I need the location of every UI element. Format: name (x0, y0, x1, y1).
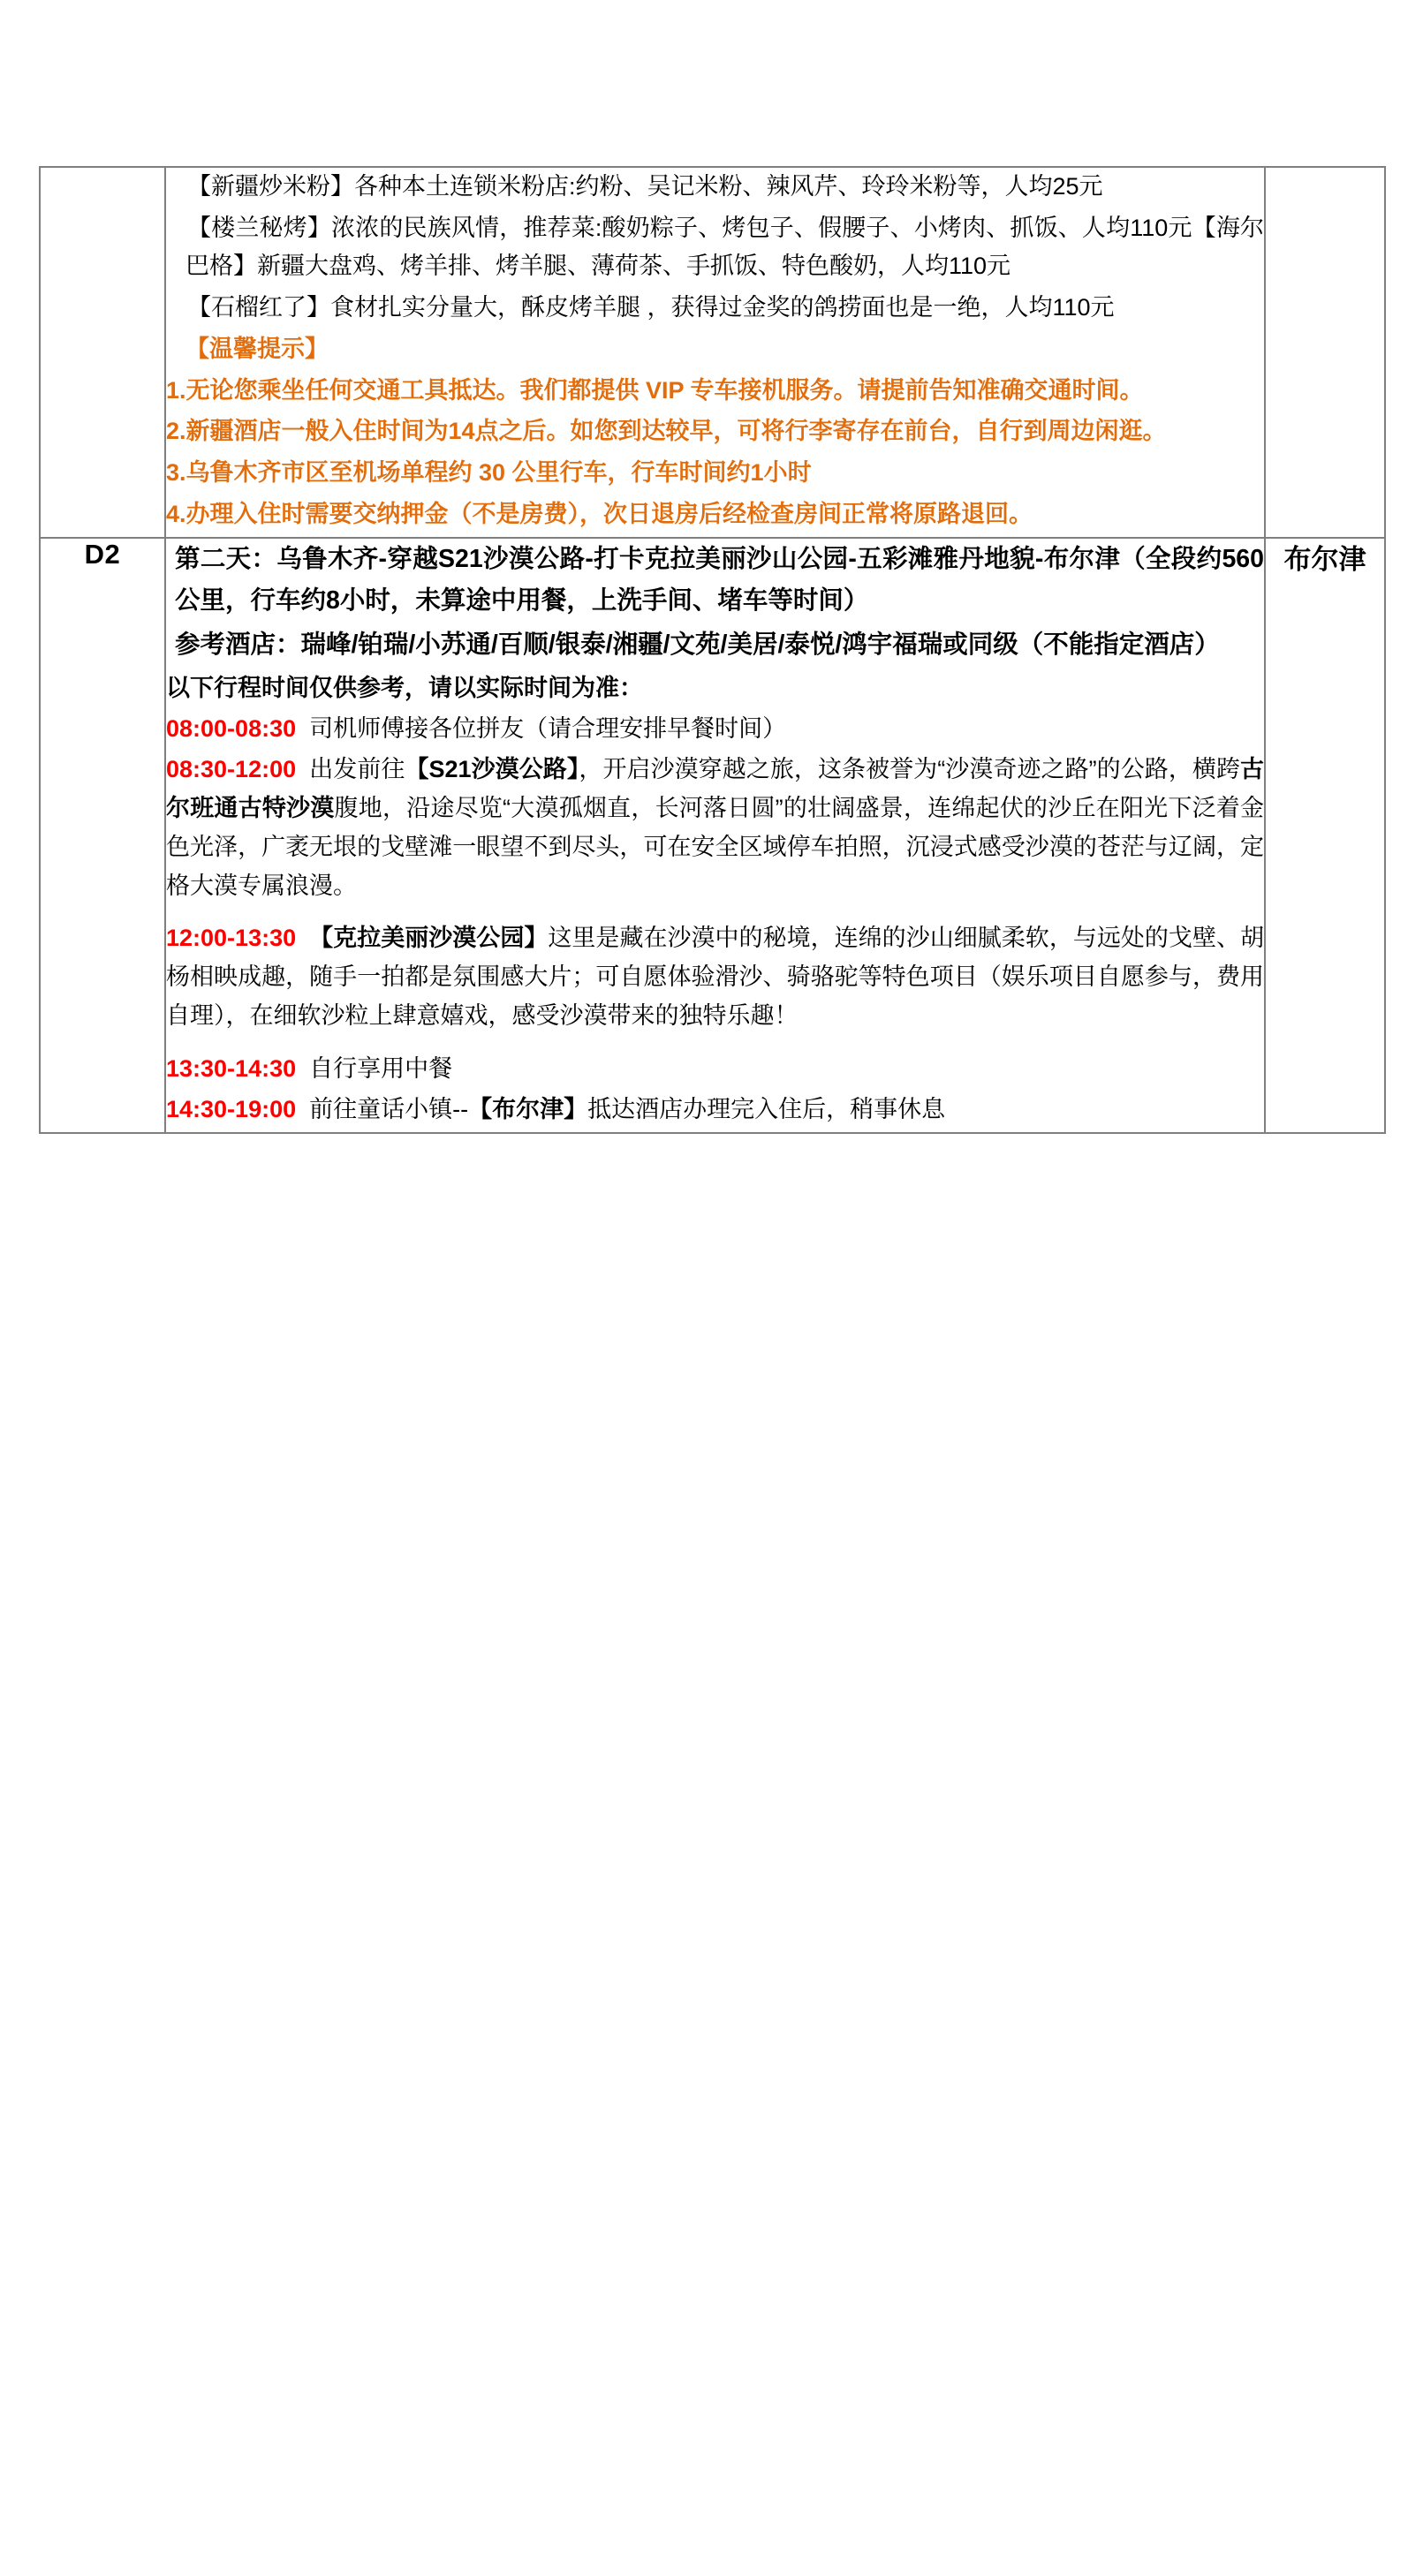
schedule-text: 出发前往【S21沙漠公路】，开启沙漠穿越之旅，这条被誉为“沙漠奇迹之路”的公路，横跨古尔班通古特沙漠腹地，沿途尽览“大漠孤烟直，长河落日圆”的壮阔盛景，连绵起伏的沙丘在阳光下泛着金色光泽，广袤无垠的戈壁滩一眼望不到尽头，可在安全区域停车拍照，沉浸式感受沙漠的苍茫与辽阔，定格大漠专属浪漫。 (166, 756, 1265, 899)
hotel-value: ：瑞峰/铂瑞/小苏通/百顺/银泰/湘疆/文苑/美居/泰悦/鸿宇福瑞或同级（不能指定酒店） (276, 631, 1220, 660)
food-item: 【石榴红了】食材扎实分量大，酥皮烤羊腿 ，获得过金奖的鸽捞面也是一绝，人均110元 (187, 294, 1115, 321)
schedule-time: 14:30-19:00 (166, 1096, 297, 1123)
tip-item: 2.新疆酒店一般入住时间为14点之后。如您到达较早，可将行李寄存在前台，自行到周边闲逛。 (166, 418, 1167, 445)
row-content-cell (165, 538, 1265, 1133)
schedule-time: 13:30-14:30 (166, 1054, 297, 1082)
table-row (40, 167, 1385, 538)
food-item: 【新疆炒米粉】各种本土连锁米粉店:约粉、吴记米粉、辣风芹、玲玲米粉等，人均25元 (187, 173, 1103, 200)
schedule-note: 以下行程时间仅供参考，请以实际时间为准： (166, 674, 643, 701)
schedule-item (166, 1091, 1264, 1129)
schedule-item (166, 919, 1264, 1035)
tip-item: 3.乌鲁木齐市区至机场单程约 30 公里行车，行车时间约1小时 (166, 459, 812, 487)
day-title: 第二天：乌鲁木齐-穿越S21沙漠公路-打卡克拉美丽沙山公园-五彩滩雅丹地貌-布尔津（全段约560公里，行车约8小时，未算途中用餐，上洗手间、堵车等时间） (175, 544, 1264, 615)
schedule-item (166, 710, 1264, 749)
hotel-label: 参考酒店 (175, 631, 276, 660)
schedule-item (166, 751, 1264, 905)
schedule-time: 12:00-13:30 (166, 925, 297, 952)
table-row (40, 538, 1385, 1133)
itinerary-table (39, 166, 1386, 1134)
place-label-cell: 布尔津 (1265, 538, 1385, 1133)
schedule-time: 08:30-12:00 (166, 756, 297, 783)
tip-item: 4.办理入住时需要交纳押金（不是房费），次日退房后经检查房间正常将原路退回。 (166, 500, 1033, 527)
schedule-text: 前往童话小镇--【布尔津】抵达酒店办理完入住后，稍事休息 (309, 1096, 946, 1123)
schedule-text: 【克拉美丽沙漠公园】这里是藏在沙漠中的秘境，连绵的沙山细腻柔软，与远处的戈壁、胡杨相映成趣，随手一拍都是氛围感大片；可自愿体验滑沙、骑骆驼等特色项目（娱乐项目自愿参与，费用自理），在细软沙粒上肆意嬉戏，感受沙漠带来的独特乐趣！ (166, 925, 1264, 1029)
food-item: 【楼兰秘烤】浓浓的民族风情，推荐菜:酸奶粽子、烤包子、假腰子、小烤肉、抓饭、人均110元【海尔巴格】新疆大盘鸡、烤羊排、烤羊腿、薄荷茶、手抓饭、特色酸奶，人均110元 (185, 214, 1264, 280)
place-label-cell (1265, 167, 1385, 538)
schedule-text: 自行享用中餐 (309, 1054, 453, 1082)
schedule-time: 08:00-08:30 (166, 714, 297, 742)
day-label-cell (40, 167, 165, 538)
tips-heading: 【温馨提示】 (185, 335, 329, 362)
schedule-item (166, 1050, 1264, 1089)
tip-item: 1.无论您乘坐任何交通工具抵达。我们都提供 VIP 专车接机服务。请提前告知准确交通时间。 (166, 376, 1144, 404)
schedule-text: 司机师傅接各位拼友（请合理安排早餐时间） (309, 714, 787, 742)
hotel-reference (166, 624, 1264, 666)
day-label-cell: D2 (40, 538, 165, 1133)
row-content-cell (165, 167, 1265, 538)
